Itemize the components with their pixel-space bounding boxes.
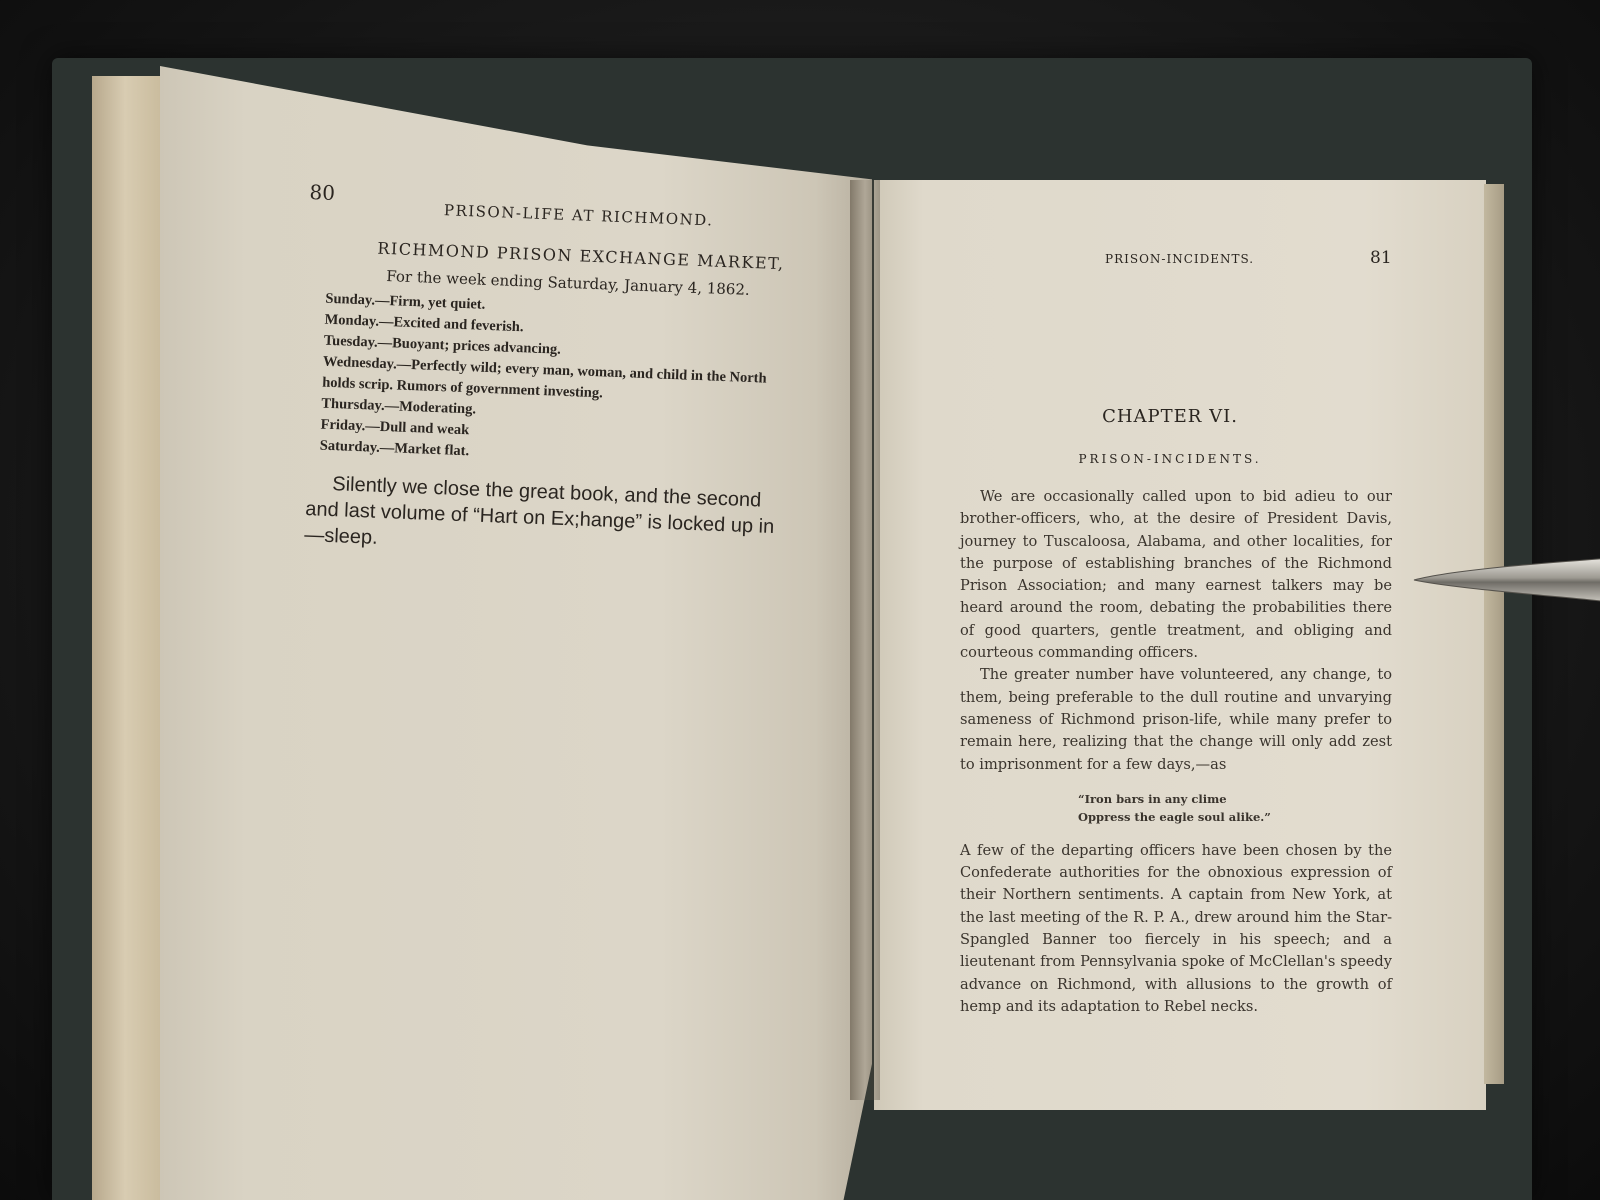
body-paragraph: A few of the departing officers have been chosen by the Confederate authorities for the obnoxious expression of their Northern sentiments. A captain from New York, at the last meeting of the R. P. A., drew around him the Star-Spangled Banner too fiercely in his speech; and a lieutenant from Pennsylvania spoke of McClellan's speedy advance on Richmond, with allusions to the growth of hemp and its adaptation to Rebel necks. [960, 841, 1392, 1015]
market-day-entry: Friday.—Dull and weak [320, 416, 470, 439]
market-day-entry: Sunday.—Firm, yet quiet. [325, 290, 486, 313]
market-day-entry: Saturday.—Market flat. [319, 437, 470, 460]
market-day-entry: Thursday.—Moderating. [321, 395, 477, 418]
market-title: RICHMOND PRISON EXCHANGE MARKET, [377, 238, 785, 274]
right-page-number: 81 [1370, 248, 1392, 268]
left-running-header: PRISON-LIFE AT RICHMOND. [443, 201, 714, 230]
verse-line: “Iron bars in any clime [1078, 791, 1227, 806]
left-page-content [303, 180, 810, 549]
market-day-entry: Tuesday.—Buoyant; prices advancing. [323, 332, 562, 358]
right-running-header: PRISON-INCIDENTS. [1105, 252, 1255, 266]
body-paragraph: We are occasionally called upon to bid adieu to our brother-officers, who, at the desire of President Davis, journey to Tuscaloosa, Alabama, and other localities, for the purpose of establishing branches of the Richmond Prison Association; and many earnest talkers may be heard around the room, debating the probabilities there of good quarters, gentle treatment, and obliging and courteous commanding officers. [960, 488, 1392, 662]
market-day-entry: Monday.—Excited and feverish. [324, 311, 524, 336]
letter-opener-icon [1412, 558, 1600, 602]
market-days-list [319, 289, 795, 475]
chapter-subtitle: PRISON-INCIDENTS. [1078, 452, 1262, 466]
chapter-title: CHAPTER VI. [1102, 406, 1238, 427]
market-day-entry: Wednesday.—Perfectly wild; every man, woman, and child in the North holds scrip. Rumors of government investing. [321, 353, 767, 402]
verse-line: Oppress the eagle soul alike.” [1078, 809, 1271, 824]
body-paragraph: The greater number have volunteered, any change, to them, being preferable to the dull routine and unvarying sameness of Richmond prison-life, while many prefer to remain here, realizing that the change will only add zest to imprisonment for a few days,—as [960, 666, 1392, 773]
verse-quote [960, 790, 1392, 826]
chapter-body [960, 486, 1392, 1018]
week-line: For the week ending Saturday, January 4, 1862. [386, 267, 751, 299]
left-page-number: 80 [309, 180, 336, 205]
closing-paragraph: Silently we close the great book, and the second and last volume of “Hart on Ex;hange” is locked up in—sleep. [303, 473, 775, 549]
